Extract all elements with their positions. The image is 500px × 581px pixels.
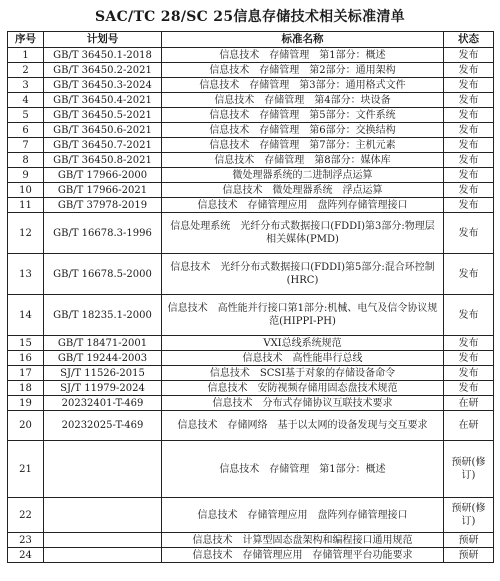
cell-status: 预研(修订) [444, 441, 494, 498]
cell-plan-number: GB/T 36450.1-2018 [44, 48, 162, 63]
cell-status: 在研 [444, 411, 494, 441]
cell-status: 发布 [444, 93, 494, 108]
cell-standard-name: 信息技术 存储网络 基于以太网的设备发现与交互要求 [162, 411, 444, 441]
cell-standard-name: 微处理器系统的二进制浮点运算 [162, 168, 444, 183]
header-standard-name: 标准名称 [162, 32, 444, 48]
header-plan-number: 计划号 [44, 32, 162, 48]
cell-status: 发布 [444, 153, 494, 168]
table-row [8, 168, 494, 183]
cell-plan-number: GB/T 36450.7-2021 [44, 138, 162, 153]
cell-standard-name: 信息技术 存储管理应用 盘阵列存储管理接口 [162, 198, 444, 213]
table-row [8, 396, 494, 411]
table-row [8, 411, 494, 441]
table-row [8, 198, 494, 213]
table-row [8, 254, 494, 295]
table-row [8, 295, 494, 336]
table-row [8, 48, 494, 63]
cell-status: 发布 [444, 351, 494, 366]
cell-index: 19 [8, 396, 44, 411]
cell-standard-name: 信息处理系统 光纤分布式数据接口(FDDI)第3部分:物理层相关媒体(PMD) [162, 213, 444, 254]
table-row [8, 366, 494, 381]
cell-status: 发布 [444, 123, 494, 138]
cell-plan-number: GB/T 18235.1-2000 [44, 295, 162, 336]
cell-plan-number: GB/T 36450.8-2021 [44, 153, 162, 168]
cell-status: 发布 [444, 254, 494, 295]
cell-standard-name: 信息技术 存储管理 第7部分：主机元素 [162, 138, 444, 153]
cell-plan-number: SJ/T 11526-2015 [44, 366, 162, 381]
cell-standard-name: 信息技术 高性能串行总线 [162, 351, 444, 366]
table-row [8, 123, 494, 138]
cell-plan-number: GB/T 17966-2000 [44, 168, 162, 183]
cell-index: 9 [8, 168, 44, 183]
cell-index: 10 [8, 183, 44, 198]
cell-index: 14 [8, 295, 44, 336]
cell-index: 1 [8, 48, 44, 63]
cell-status: 发布 [444, 336, 494, 351]
cell-plan-number: GB/T 36450.5-2021 [44, 108, 162, 123]
document-title: SAC/TC 28/SC 25信息存储技术相关标准清单 [95, 9, 405, 25]
cell-index: 2 [8, 63, 44, 78]
cell-status: 发布 [444, 138, 494, 153]
cell-status: 发布 [444, 108, 494, 123]
cell-index: 24 [8, 548, 44, 563]
cell-plan-number: GB/T 16678.5-2000 [44, 254, 162, 295]
cell-plan-number [44, 498, 162, 533]
table-row [8, 93, 494, 108]
table-row [8, 498, 494, 533]
cell-standard-name: 信息技术 存储管理 第8部分：媒体库 [162, 153, 444, 168]
cell-standard-name: 信息技术 存储管理 第1部分：概述 [162, 48, 444, 63]
cell-standard-name: 信息技术 存储管理应用 盘阵列存储管理接口 [162, 498, 444, 533]
table-header-row [8, 32, 494, 48]
cell-standard-name: VXI总线系统规范 [162, 336, 444, 351]
cell-plan-number: GB/T 36450.3-2024 [44, 78, 162, 93]
cell-standard-name: 信息技术 存储管理 第3部分：通用格式文件 [162, 78, 444, 93]
cell-status: 发布 [444, 366, 494, 381]
cell-index: 18 [8, 381, 44, 396]
cell-standard-name: 信息技术 存储管理 第5部分：文件系统 [162, 108, 444, 123]
cell-plan-number: 20232401-T-469 [44, 396, 162, 411]
cell-standard-name: 信息技术 计算型固态盘架构和编程接口通用规范 [162, 533, 444, 548]
cell-plan-number [44, 441, 162, 498]
table-row [8, 351, 494, 366]
cell-status: 预研 [444, 548, 494, 563]
cell-standard-name: 信息技术 SCSI基于对象的存储设备命令 [162, 366, 444, 381]
cell-standard-name: 信息技术 存储管理 第6部分：交换结构 [162, 123, 444, 138]
cell-status: 预研 [444, 533, 494, 548]
cell-status: 发布 [444, 213, 494, 254]
table-row [8, 548, 494, 563]
cell-plan-number [44, 533, 162, 548]
table-row [8, 108, 494, 123]
cell-index: 16 [8, 351, 44, 366]
cell-status: 发布 [444, 295, 494, 336]
cell-standard-name: 信息技术 存储管理 第1部分：概述 [162, 441, 444, 498]
cell-status: 发布 [444, 48, 494, 63]
cell-status: 发布 [444, 183, 494, 198]
cell-status: 发布 [444, 63, 494, 78]
cell-standard-name: 信息技术 存储管理应用 存储管理平台功能要求 [162, 548, 444, 563]
table-row [8, 381, 494, 396]
cell-standard-name: 信息技术 高性能并行接口第1部分:机械、电气及信令协议规范(HIPPI-PH) [162, 295, 444, 336]
header-status: 状态 [444, 32, 494, 48]
cell-index: 21 [8, 441, 44, 498]
cell-index: 20 [8, 411, 44, 441]
cell-plan-number: GB/T 16678.3-1996 [44, 213, 162, 254]
cell-standard-name: 信息技术 存储管理 第4部分：块设备 [162, 93, 444, 108]
table-row [8, 441, 494, 498]
table-row [8, 183, 494, 198]
header-index: 序号 [8, 32, 44, 48]
cell-standard-name: 信息技术 微处理器系统 浮点运算 [162, 183, 444, 198]
cell-status: 在研 [444, 396, 494, 411]
cell-plan-number: 20232025-T-469 [44, 411, 162, 441]
cell-plan-number: SJ/T 11979-2024 [44, 381, 162, 396]
cell-plan-number: GB/T 19244-2003 [44, 351, 162, 366]
standards-table [7, 31, 494, 563]
table-row [8, 336, 494, 351]
table-row [8, 138, 494, 153]
cell-status: 发布 [444, 198, 494, 213]
cell-index: 11 [8, 198, 44, 213]
cell-plan-number: GB/T 18471-2001 [44, 336, 162, 351]
cell-standard-name: 信息技术 安防视频存储用固态盘技术规范 [162, 381, 444, 396]
cell-index: 8 [8, 153, 44, 168]
table-row [8, 213, 494, 254]
table-row [8, 533, 494, 548]
table-row [8, 63, 494, 78]
cell-status: 发布 [444, 381, 494, 396]
cell-index: 7 [8, 138, 44, 153]
cell-plan-number [44, 548, 162, 563]
cell-index: 22 [8, 498, 44, 533]
cell-index: 12 [8, 213, 44, 254]
cell-plan-number: GB/T 36450.6-2021 [44, 123, 162, 138]
cell-status: 预研(修订) [444, 498, 494, 533]
cell-index: 13 [8, 254, 44, 295]
cell-standard-name: 信息技术 存储管理 第2部分：通用架构 [162, 63, 444, 78]
cell-plan-number: GB/T 36450.2-2021 [44, 63, 162, 78]
cell-status: 发布 [444, 78, 494, 93]
cell-standard-name: 信息技术 分布式存储协议互联技术要求 [162, 396, 444, 411]
table-row [8, 78, 494, 93]
cell-index: 23 [8, 533, 44, 548]
cell-index: 4 [8, 93, 44, 108]
cell-index: 3 [8, 78, 44, 93]
cell-status: 发布 [444, 168, 494, 183]
cell-plan-number: GB/T 36450.4-2021 [44, 93, 162, 108]
cell-standard-name: 信息技术 光纤分布式数据接口(FDDI)第5部分:混合环控制(HRC) [162, 254, 444, 295]
cell-plan-number: GB/T 37978-2019 [44, 198, 162, 213]
cell-index: 15 [8, 336, 44, 351]
cell-index: 6 [8, 123, 44, 138]
table-row [8, 153, 494, 168]
cell-index: 17 [8, 366, 44, 381]
cell-plan-number: GB/T 17966-2021 [44, 183, 162, 198]
cell-index: 5 [8, 108, 44, 123]
